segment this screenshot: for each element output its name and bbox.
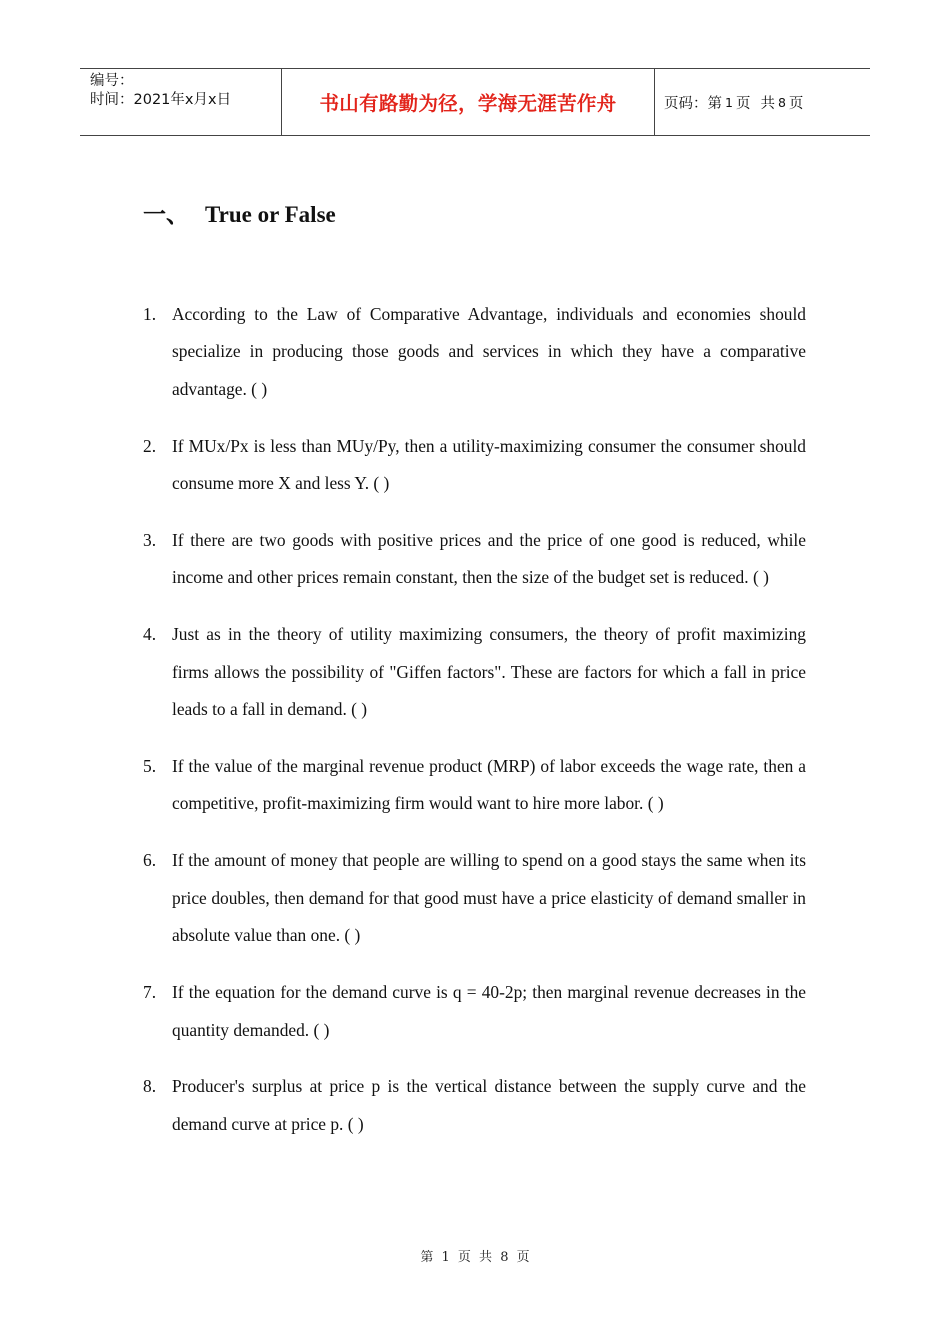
document-header xyxy=(80,68,870,136)
question-number: 5. xyxy=(143,756,157,777)
header-page-cell xyxy=(655,69,870,135)
section-heading: True or False xyxy=(205,202,336,227)
question-number: 2. xyxy=(143,435,157,456)
motto-text: 书山有路勤为径，学海无涯苦作舟 xyxy=(319,92,617,115)
question-text: Producer's surplus at price p is the vertical distance between the supply curve and the demand curve at price p. ( ) xyxy=(172,1076,806,1134)
question-number: 6. xyxy=(143,850,157,871)
question-number: 4. xyxy=(143,624,157,645)
question-item xyxy=(143,974,806,1049)
page-mid: 页 xyxy=(735,95,751,112)
section-title xyxy=(143,196,336,229)
question-number: 3. xyxy=(143,530,157,551)
question-text: If there are two goods with positive prices and the price of one good is reduced, while income and other prices remain constant, then the size of the budget set is reduced. ( ) xyxy=(172,530,806,588)
question-number: 1. xyxy=(143,304,157,324)
page-total: 8 xyxy=(777,94,786,110)
question-item xyxy=(143,522,806,597)
question-list xyxy=(143,296,806,1163)
page-total-prefix: 共 xyxy=(760,95,775,112)
question-item xyxy=(143,428,806,503)
question-item xyxy=(143,1068,806,1143)
section-number: 一、 xyxy=(143,202,189,228)
serial-label: 编号： xyxy=(90,73,134,89)
question-text: If the equation for the demand curve is q = 40-2p; then marginal revenue decreases in the quantity demanded. ( ) xyxy=(172,982,806,1040)
question-text: If the amount of money that people are willing to spend on a good stays the same when its price doubles, then demand for that good must have a price elasticity of demand smaller in absolute value than one. ( ) xyxy=(172,850,806,946)
header-meta-cell xyxy=(80,69,282,135)
page-current: 1 xyxy=(725,94,733,110)
question-text: If the value of the marginal revenue product (MRP) of labor exceeds the wage rate, then a competitive, profit-maximizing firm would want to hire more labor. ( ) xyxy=(172,756,806,814)
page-suffix: 页 xyxy=(788,95,804,112)
question-number: 8. xyxy=(143,1076,157,1097)
question-number: 7. xyxy=(143,982,157,1003)
question-item xyxy=(143,616,806,728)
header-motto-cell xyxy=(282,69,655,135)
page-prefix: 页码：第 xyxy=(664,95,722,112)
question-text: Just as in the theory of utility maximizing consumers, the theory of profit maximizing firms allows the possibility of "Giffen factors". These are factors for which a fall in price leads to a fall in demand. ( ) xyxy=(172,624,806,720)
question-item xyxy=(143,296,806,408)
date-label: 时间：2021年x月x日 xyxy=(90,92,232,108)
question-item xyxy=(143,842,806,954)
question-item xyxy=(143,748,806,823)
question-text: According to the Law of Comparative Advantage, individuals and economies should specialize in producing those goods and services in which they have a comparative advantage. ( ) xyxy=(172,304,806,399)
question-text: If MUx/Px is less than MUy/Py, then a utility-maximizing consumer the consumer should consume more X and less Y. ( ) xyxy=(172,435,806,494)
page-footer: 第 1 页 共 8 页 xyxy=(420,1250,530,1265)
